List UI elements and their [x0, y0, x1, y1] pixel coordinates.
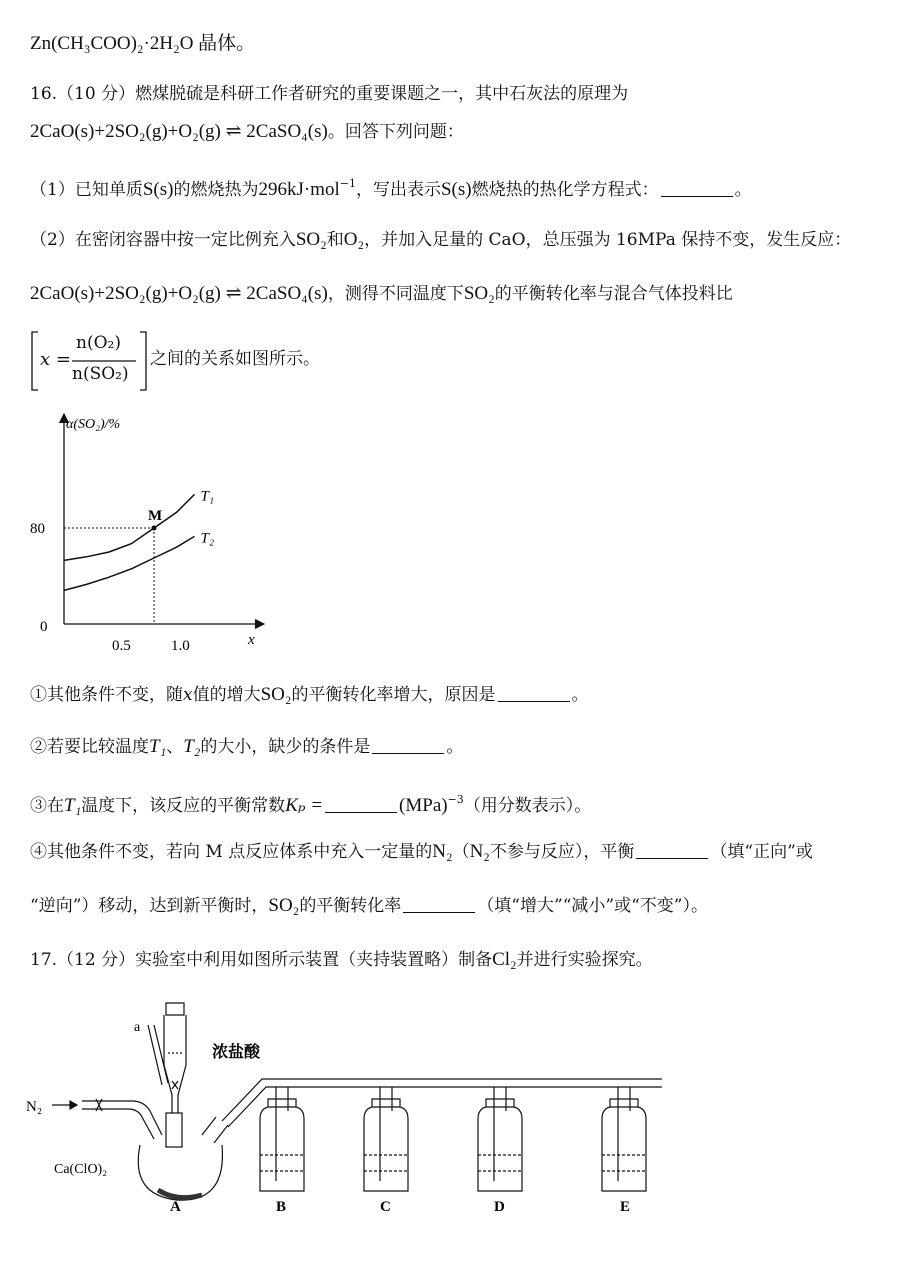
label-bottle-e: E [620, 1199, 631, 1215]
wash-bottle [602, 1099, 646, 1191]
q16-sub2: ②若要比较温度T₁、T₂的大小，缺少的条件是 。 [30, 736, 464, 757]
origin-label: 0 [40, 619, 48, 635]
q16-sub3: ③在T₁温度下，该反应的平衡常数Kₚ = (MPa)$^{-3}$（用分数表示）。 [30, 793, 592, 816]
funnel-stopcock-icon [172, 1081, 178, 1089]
answer-blank-1[interactable] [661, 180, 733, 197]
wash-bottle [364, 1099, 408, 1191]
flask-a-center-neck [166, 1113, 182, 1147]
x-tick-label: 1.0 [171, 638, 190, 652]
label-caclo2: Ca(ClO)₂ [54, 1162, 108, 1177]
q16-part2-reaction: 2CaO(s)+2SO₂(g)+O₂(g) ⇌ 2CaSO₄(s)，测得不同温度下SO₂的平衡转化率与混合气体投料比 [30, 283, 733, 304]
reaction-equation: 2CaO(s)+2SO₂(g)+O₂(g) ⇌ 2CaSO₄(s) [30, 121, 328, 142]
q17-header: 17.（12 分）实验室中利用如图所示装置（夹持装置略）制备Cl₂并进行实验探究。 [30, 949, 653, 970]
answer-blank-3[interactable] [372, 737, 444, 754]
bottle-tubes [494, 1087, 506, 1181]
conversion-chart [22, 412, 272, 652]
fraction-tail: 之间的关系如图所示。 [150, 349, 320, 369]
n2-inlet-tube [82, 1101, 162, 1139]
wash-bottle [260, 1099, 304, 1191]
bottle-tubes [276, 1087, 288, 1181]
y-axis-label: α(SO₂)/% [66, 417, 121, 432]
label-bottle-d: D [494, 1199, 505, 1215]
ratio-fraction [30, 330, 148, 390]
q16-sub4-cont: “逆向”）移动，达到新平衡时，SO₂的平衡转化率 （填“增大”“减小”或“不变”）。 [30, 895, 708, 916]
pressure-tube [148, 1025, 168, 1085]
answer-blank-2[interactable] [498, 685, 570, 702]
q16-sub4: ④其他条件不变，若向 M 点反应体系中充入一定量的N₂（N₂不参与反应），平衡 （填“正向”或 [30, 841, 813, 862]
x-tick-label: 0.5 [112, 638, 131, 652]
series-label-t2: T₂ [200, 530, 215, 547]
answer-blank-5[interactable] [636, 842, 708, 859]
funnel-stopper [166, 1003, 184, 1015]
series-label-t1: T₁ [200, 488, 215, 505]
q16-sub1: ①其他条件不变，随x值的增大SO₂的平衡转化率增大，原因是 。 [30, 684, 589, 705]
point-m [152, 526, 157, 531]
x-axis-label: x [248, 632, 255, 648]
bottle-tubes [380, 1087, 392, 1181]
fraction-numerator: n(O₂) [76, 333, 121, 353]
q16-part1: （1）已知单质S(s)的燃烧热为296kJ·mol$^{-1}$，写出表示S(s)燃烧热的热化学方程式： 。 [30, 177, 752, 200]
label-flask-a: A [170, 1199, 181, 1215]
label-n2: N₂ [26, 1099, 43, 1115]
flask-a-body [138, 1145, 222, 1200]
point-m-label: M [148, 508, 163, 524]
dropping-funnel [164, 1015, 186, 1113]
caclo2-solid [158, 1190, 202, 1198]
q16-part2: （2）在密闭容器中按一定比例充入SO₂和O₂，并加入足量的 CaO，总压强为 16MPa 保持不变，发生反应： [30, 229, 852, 250]
answer-blank-4[interactable] [325, 796, 397, 813]
label-a: a [134, 1020, 141, 1035]
q16-reaction: 2CaO(s)+2SO₂(g)+O₂(g) ⇌ 2CaSO₄(s)。回答下列问题： [30, 121, 464, 142]
label-bottle-c: C [380, 1199, 391, 1215]
fraction-denominator: n(SO₂) [72, 364, 129, 384]
label-concentrated-hcl: 浓盐酸 [212, 1042, 261, 1061]
fraction-x: x = [40, 349, 71, 370]
series-line-t1 [64, 494, 195, 560]
q16-header: 16.（10 分）燃煤脱硫是科研工作者研究的重要课题之一，其中石灰法的原理为 [30, 84, 629, 104]
answer-blank-6[interactable] [403, 896, 475, 913]
flask-a-side-neck [202, 1117, 228, 1143]
compound-formula: Zn(CH₃COO)₂·2H₂O 晶体。 [30, 33, 256, 54]
y-tick-label: 80 [30, 521, 45, 537]
apparatus-diagram [22, 995, 682, 1220]
intro-line [30, 32, 880, 56]
wash-bottle [478, 1099, 522, 1191]
bottle-tubes [618, 1087, 630, 1181]
label-bottle-b: B [276, 1199, 287, 1215]
n2-arrow-head [70, 1101, 77, 1109]
